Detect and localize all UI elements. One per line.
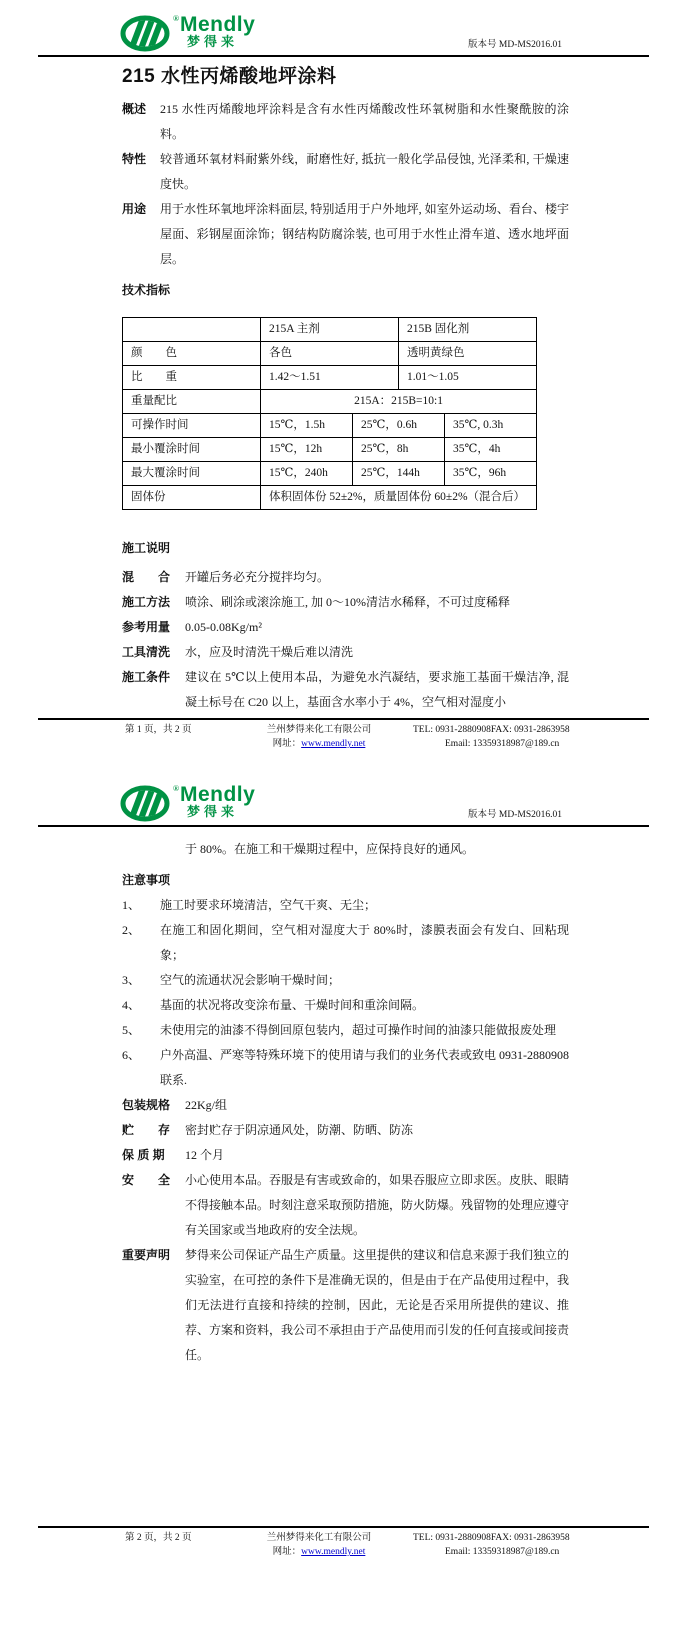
footer-spacer bbox=[125, 1545, 255, 1559]
brand-text-block bbox=[173, 15, 255, 49]
brand-text-block bbox=[173, 785, 255, 819]
spec-item-label: 贮 存 bbox=[122, 1123, 171, 1137]
construction-item bbox=[122, 665, 569, 715]
construction-item-text: 开罐后务必充分搅拌均匀。 bbox=[185, 570, 330, 584]
table-row-label: 固体份 bbox=[123, 486, 261, 510]
page1-content bbox=[122, 64, 569, 715]
table-cell: 215A：215B=10:1 bbox=[261, 390, 537, 414]
page-number: 第 1 页，共 2 页 bbox=[125, 725, 192, 735]
table-cell: 1.42～1.51 bbox=[261, 366, 399, 390]
spec-item bbox=[122, 1093, 569, 1118]
table-cell: 15℃，1.5h bbox=[261, 414, 353, 438]
spec-item-text: 梦得来公司保证产品生产质量。这里提供的建议和信息来源于我们独立的实验室，在可控的条件下是准确无误的，但是由于在产品使用过程中，我们无法进行直接和持续的控制，因此，无论是否采用所提供的建议、推荐、方案和资料，我公司不承担由于产品使用而引发的任何直接或间接责任。 bbox=[185, 1248, 570, 1362]
note-number: 4、 bbox=[122, 998, 141, 1012]
construction-item-label: 混 合 bbox=[122, 570, 171, 584]
table-row bbox=[123, 318, 537, 342]
page-header bbox=[0, 770, 687, 822]
brand-name: Mendly bbox=[179, 13, 256, 36]
header-divider bbox=[38, 825, 649, 827]
table-row bbox=[123, 414, 537, 438]
table-row bbox=[123, 438, 537, 462]
spec-item-label: 保 质 期 bbox=[122, 1148, 165, 1162]
note-item bbox=[122, 893, 569, 918]
table-row-label: 最大覆涂时间 bbox=[123, 462, 261, 486]
table-header-cell: 215B 固化剂 bbox=[399, 318, 537, 342]
registered-mark-icon: ® bbox=[173, 784, 179, 793]
construction-item-text: 水，应及时清洗干燥后难以清洗 bbox=[185, 645, 354, 659]
note-item bbox=[122, 918, 569, 968]
footer-spacer bbox=[125, 737, 255, 751]
note-number: 2、 bbox=[122, 923, 141, 937]
table-cell: 35℃，4h bbox=[445, 438, 537, 462]
construction-heading: 施工说明 bbox=[122, 541, 171, 555]
mendly-logo-mark-icon bbox=[120, 785, 170, 822]
spec-item-text: 密封贮存于阴凉通风处，防潮、防晒、防冻 bbox=[185, 1123, 414, 1137]
note-number: 1、 bbox=[122, 898, 141, 912]
spec-item-text: 22Kg/组 bbox=[185, 1098, 228, 1112]
email-address: Email: 13359318987@189.cn bbox=[445, 1547, 560, 1557]
footer-row-1 bbox=[125, 1531, 568, 1545]
overview-label: 概述 bbox=[122, 102, 147, 116]
table-cell: 体积固体份 52±2%，质量固体份 60±2%（混合后） bbox=[261, 486, 537, 510]
construction-item-label: 施工方法 bbox=[122, 595, 171, 609]
table-cell: 25℃，0.6h bbox=[353, 414, 445, 438]
spec-item-label: 重要声明 bbox=[122, 1248, 171, 1262]
table-row-label: 可操作时间 bbox=[123, 414, 261, 438]
spec-item-text: 小心使用本品。吞服是有害或致命的，如果吞服应立即求医。皮肤、眼睛不得接触本品。时刻注意采取预防措施，防火防爆。残留物的处理应遵守有关国家或当地政府的安全法规。 bbox=[185, 1173, 570, 1237]
website-link[interactable]: www.mendly.net bbox=[301, 1547, 366, 1557]
company-name: 兰州梦得来化工有限公司 bbox=[266, 725, 372, 735]
construction-item bbox=[122, 590, 569, 615]
spec-item bbox=[122, 1168, 569, 1243]
table-row bbox=[123, 390, 537, 414]
construction-item-label: 施工条件 bbox=[122, 670, 171, 684]
fax-number: FAX: 0931-2863958 bbox=[490, 1533, 570, 1543]
website-label: 网址： bbox=[272, 739, 302, 749]
overview-section bbox=[122, 97, 569, 147]
brand-name: Mendly bbox=[179, 783, 256, 806]
construction-list bbox=[122, 565, 569, 715]
note-text: 户外高温、严寒等特殊环境下的使用请与我们的业务代表或致电 0931-2880908 联系. bbox=[160, 1048, 569, 1087]
table-cell: 25℃，144h bbox=[353, 462, 445, 486]
construction-item-text: 建议在 5℃以上使用本品，为避免水汽凝结，要求施工基面干燥洁净, 混凝土标号在 C20 以上，基面含水率小于 4%，空气相对湿度小 bbox=[185, 670, 569, 709]
note-text: 在施工和固化期间，空气相对湿度大于 80%时，漆膜表面会有发白、回粘现象； bbox=[160, 923, 569, 962]
tech-specs-heading: 技术指标 bbox=[122, 283, 171, 297]
note-item bbox=[122, 993, 569, 1018]
usage-section bbox=[122, 197, 569, 272]
table-cell: 25℃，8h bbox=[353, 438, 445, 462]
construction-item bbox=[122, 565, 569, 590]
website-block bbox=[255, 737, 383, 751]
spec-item-text: 12 个月 bbox=[185, 1148, 225, 1162]
feature-text: 较普通环氧材料耐紫外线，耐磨性好, 抵抗一般化学品侵蚀, 光泽柔和, 干燥速度快。 bbox=[160, 152, 569, 191]
spec-list bbox=[122, 1093, 569, 1368]
mendly-logo-mark-icon bbox=[120, 15, 170, 52]
overview-text: 215 水性丙烯酸地坪涂料是含有水性丙烯酸改性环氧树脂和水性聚酰胺的涂料。 bbox=[160, 102, 569, 141]
table-cell: 透明黄绿色 bbox=[399, 342, 537, 366]
telephone: TEL: 0931-2880908 bbox=[413, 1533, 491, 1543]
table-cell: 15℃，240h bbox=[261, 462, 353, 486]
page-title: 215 水性丙烯酸地坪涂料 bbox=[122, 66, 337, 87]
note-number: 6、 bbox=[122, 1048, 141, 1062]
brand-top-row bbox=[173, 785, 255, 804]
table-row bbox=[123, 462, 537, 486]
brand-name-chinese: 梦得来 bbox=[187, 804, 239, 819]
tech-spec-table bbox=[122, 317, 537, 510]
header-divider bbox=[38, 55, 649, 57]
spec-item-label: 安 全 bbox=[122, 1173, 171, 1187]
table-row bbox=[123, 486, 537, 510]
table-cell: 35℃，96h bbox=[445, 462, 537, 486]
note-text: 施工时要求环境清洁，空气干爽、无尘； bbox=[160, 898, 377, 912]
table-row-label: 最小覆涂时间 bbox=[123, 438, 261, 462]
note-number: 3、 bbox=[122, 973, 141, 987]
footer-row-2 bbox=[125, 737, 568, 751]
table-row-label: 重量配比 bbox=[123, 390, 261, 414]
page-1 bbox=[0, 0, 687, 770]
brand-name-chinese: 梦得来 bbox=[187, 34, 239, 49]
feature-section bbox=[122, 147, 569, 197]
page-2 bbox=[0, 770, 687, 1638]
table-cell: 各色 bbox=[261, 342, 399, 366]
table-row-label: 比 重 bbox=[123, 366, 261, 390]
page2-footer bbox=[0, 1526, 687, 1559]
construction-item-label: 参考用量 bbox=[122, 620, 171, 634]
footer-divider bbox=[38, 718, 649, 720]
table-row-label: 颜 色 bbox=[123, 342, 261, 366]
notes-heading: 注意事项 bbox=[122, 873, 171, 887]
spec-item bbox=[122, 1143, 569, 1168]
construction-item-label: 工具清洗 bbox=[122, 645, 171, 659]
brand-top-row bbox=[173, 15, 255, 34]
construction-item bbox=[122, 640, 569, 665]
company-name: 兰州梦得来化工有限公司 bbox=[266, 1533, 372, 1543]
feature-label: 特性 bbox=[122, 152, 147, 166]
note-text: 基面的状况将改变涂布量、干燥时间和重涂间隔。 bbox=[160, 998, 425, 1012]
note-text: 未使用完的油漆不得倒回原包装内，超过可操作时间的油漆只能做报废处理 bbox=[160, 1023, 557, 1037]
table-row bbox=[123, 366, 537, 390]
mendly-logo bbox=[120, 15, 255, 52]
table-header-cell: 215A 主剂 bbox=[261, 318, 399, 342]
notes-list bbox=[122, 893, 569, 1093]
website-label: 网址： bbox=[272, 1547, 302, 1557]
website-link[interactable]: www.mendly.net bbox=[301, 739, 366, 749]
footer-row-2 bbox=[125, 1545, 568, 1559]
page-header bbox=[0, 0, 687, 52]
spec-item bbox=[122, 1118, 569, 1143]
continuation-text: 于 80%。在施工和干燥期过程中，应保持良好的通风。 bbox=[185, 842, 474, 856]
table-cell: 1.01～1.05 bbox=[399, 366, 537, 390]
note-item bbox=[122, 968, 569, 993]
construction-item-text: 0.05-0.08Kg/m² bbox=[185, 620, 262, 634]
note-text: 空气的流通状况会影响干燥时间； bbox=[160, 973, 341, 987]
footer-row-1 bbox=[125, 723, 568, 737]
note-number: 5、 bbox=[122, 1023, 141, 1037]
spec-item bbox=[122, 1243, 569, 1368]
table-corner-cell bbox=[123, 318, 261, 342]
construction-item bbox=[122, 615, 569, 640]
usage-label: 用途 bbox=[122, 202, 147, 216]
website-block bbox=[255, 1545, 383, 1559]
version-label: 版本号 MD-MS2016.01 bbox=[468, 40, 562, 50]
page-number: 第 2 页，共 2 页 bbox=[125, 1533, 192, 1543]
telephone: TEL: 0931-2880908 bbox=[413, 725, 491, 735]
table-cell: 35℃, 0.3h bbox=[445, 414, 537, 438]
email-address: Email: 13359318987@189.cn bbox=[445, 739, 560, 749]
table-row bbox=[123, 342, 537, 366]
usage-text: 用于水性环氧地坪涂料面层, 特别适用于户外地坪, 如室外运动场、看台、楼宇屋面、彩钢屋面涂饰；钢结构防腐涂装, 也可用于水性止滑车道、透水地坪面层。 bbox=[160, 202, 569, 266]
mendly-logo bbox=[120, 785, 255, 822]
note-item bbox=[122, 1018, 569, 1043]
page2-content bbox=[122, 837, 569, 1368]
construction-item-text: 喷涂、刷涂或滚涂施工, 加 0～10%清洁水稀释，不可过度稀释 bbox=[185, 595, 510, 609]
table-cell: 15℃，12h bbox=[261, 438, 353, 462]
registered-mark-icon: ® bbox=[173, 14, 179, 23]
fax-number: FAX: 0931-2863958 bbox=[490, 725, 570, 735]
footer-divider bbox=[38, 1526, 649, 1528]
spec-item-label: 包装规格 bbox=[122, 1098, 171, 1112]
version-label: 版本号 MD-MS2016.01 bbox=[468, 810, 562, 820]
note-item bbox=[122, 1043, 569, 1093]
page1-footer bbox=[0, 718, 687, 751]
